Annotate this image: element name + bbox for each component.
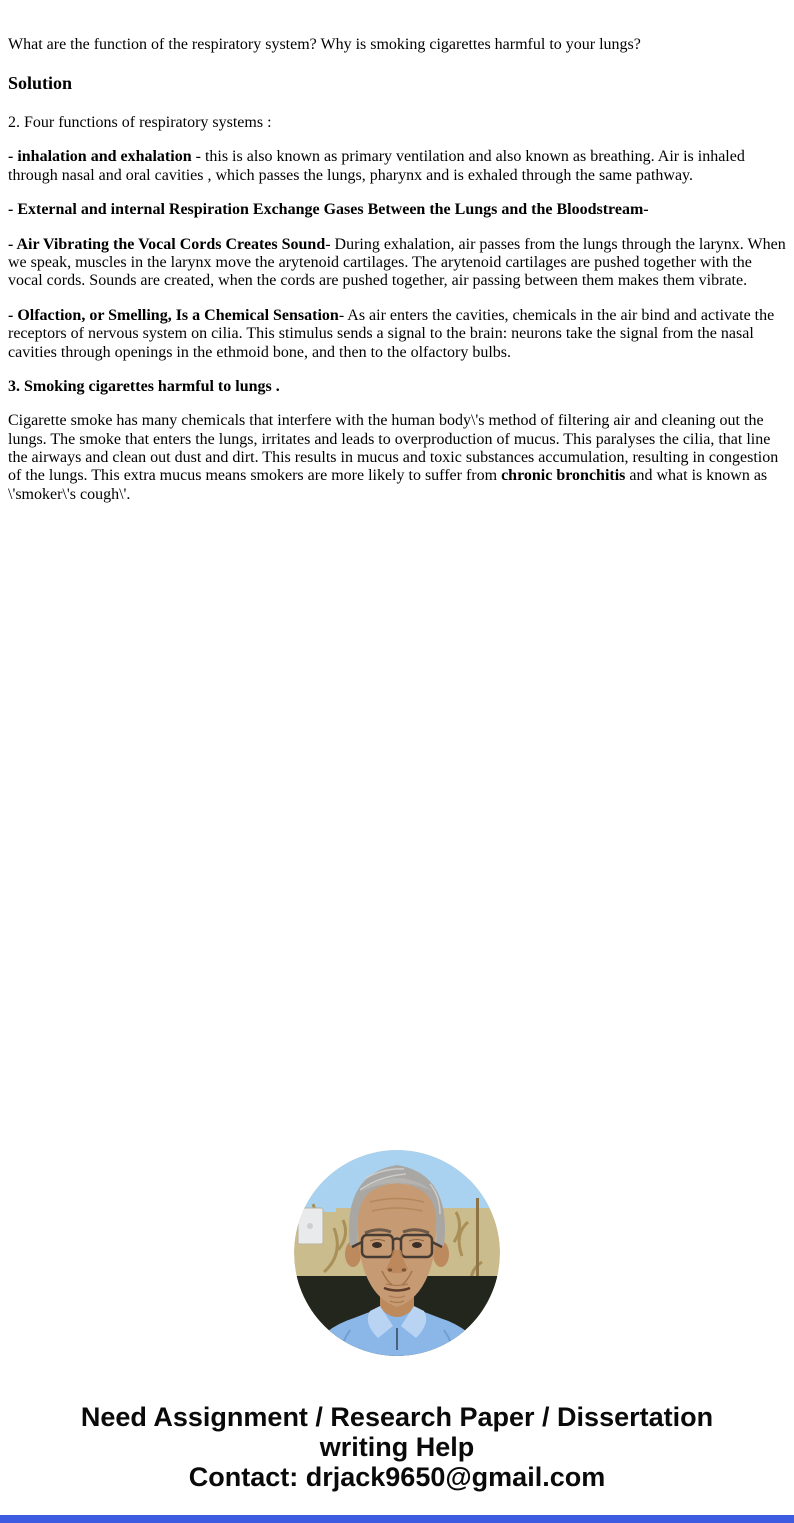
functions-intro: 2. Four functions of respiratory systems : (8, 113, 272, 131)
person-photo (294, 1150, 500, 1356)
text-run: and what is known as \'smoker\'s cough\'. (8, 467, 768, 503)
tutor-avatar (294, 1150, 500, 1356)
question-text: What are the function of the respiratory system? Why is smoking cigarettes harmful to your lungs? (8, 36, 641, 53)
promo-line-3: Contact: drjack9650@gmail.com (188, 1462, 606, 1492)
text-run-bold: - Olfaction, or Smelling, Is a Chemical Sensation (8, 306, 339, 324)
promo-text (0, 1402, 794, 1492)
promo-line-2: writing Help (319, 1432, 475, 1462)
text-run: Cigarette smoke has many chemicals that interfere with the human body\'s method of filtering air and cleaning out the lungs. The smoke that enters the lungs, irritates and leads to overproduction of mucus. This paralyses the cilia, that line the airways and clean out dust and dirt. This results in mucus and toxic substances accumulation, resulting in congestion of the lungs. This extra mucus means smokers are more likely to suffer from (8, 412, 779, 485)
smoking-heading: 3. Smoking cigarettes harmful to lungs . (8, 377, 280, 395)
function-item-vocal-cords (8, 236, 786, 291)
function-item-inhalation (8, 148, 786, 185)
text-run: - As air enters the cavities, chemicals in the air bind and activate the receptors of nervous system on cilia. This stimulus sends a signal to the brain: neurons take the signal from the nasal cavities through openings in the ethmoid bone, and then to the olfactory bulbs. (8, 306, 775, 361)
text-run-bold: - Air Vibrating the Vocal Cords Creates Sound (8, 235, 326, 253)
text-run-bold: chronic bronchitis (501, 467, 626, 485)
text-run: - this is also known as primary ventilation and also known as breathing. Air is inhaled through nasal and oral cavities , which passes the lungs, pharynx and is exhaled through the same pathway. (8, 148, 745, 184)
function-item-gas-exchange (8, 201, 786, 219)
text-run-bold: - inhalation and exhalation (8, 148, 192, 166)
promo-line-1: Need Assignment / Research Paper / Dissertation (80, 1402, 714, 1432)
function-item-olfaction (8, 307, 786, 362)
solution-heading: Solution (8, 73, 73, 94)
text-run-bold: - External and internal Respiration Exchange Gases Between the Lungs and the Bloodstream- (8, 201, 649, 219)
smoking-paragraph (8, 412, 786, 504)
text-run: - During exhalation, air passes from the lungs through the larynx. When we speak, muscles in the larynx move the arytenoid cartilages. The arytenoid cartilages are pushed together with the vocal cords. Sounds are created, when the cords are pushed together, air passing between them makes them vibrate. (8, 235, 786, 290)
document-body (0, 0, 794, 520)
bottom-blue-bar (0, 1515, 794, 1523)
